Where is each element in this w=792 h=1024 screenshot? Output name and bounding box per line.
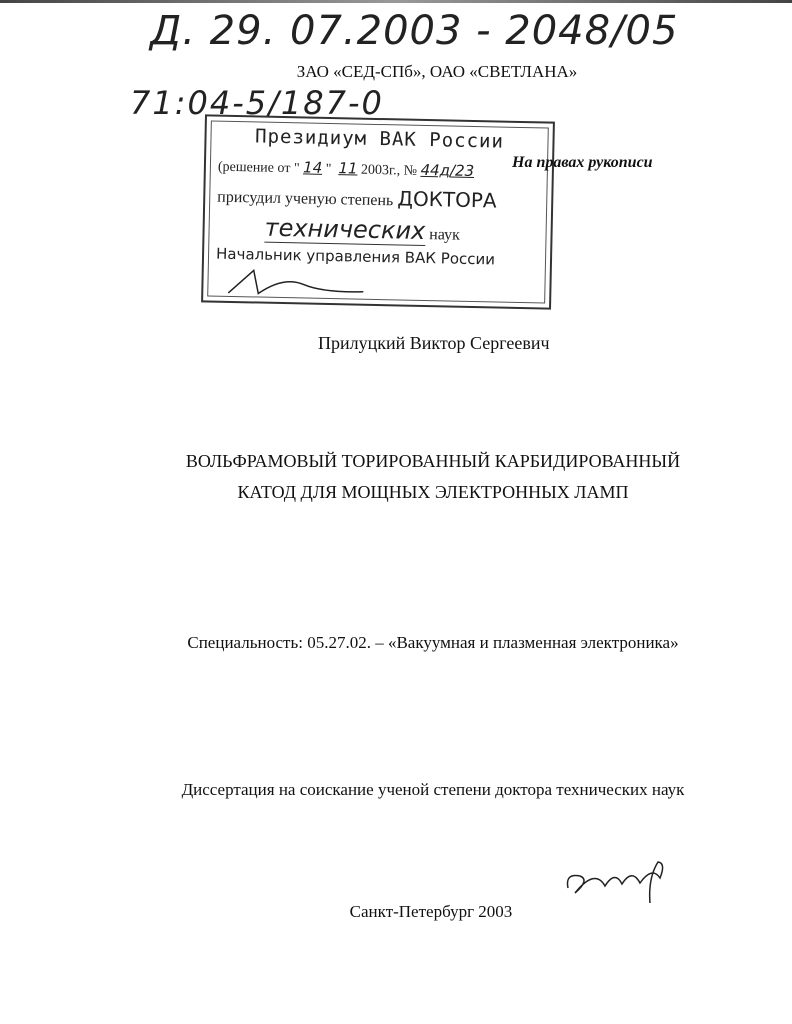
author-signature-icon (560, 858, 672, 908)
stamp-decision-number: 44д/23 (420, 160, 475, 181)
handwritten-registration: Д. 29. 07.2003 - 2048/05 (150, 8, 679, 54)
dissertation-title-line1: ВОЛЬФРАМОВЫЙ ТОРИРОВАННЫЙ КАРБИДИРОВАННЫЙ (185, 451, 681, 471)
organization: ЗАО «СЕД-СПб», ОАО «СВЕТЛАНА» (296, 62, 578, 81)
stamp-field-handwritten: технических (264, 213, 426, 245)
stamp-decision-year: 2003г., № (360, 162, 418, 179)
manuscript-rights: На правах рукописи (512, 154, 653, 171)
stamp-signature-icon (223, 265, 374, 302)
vak-stamp: Президиум ВАК России (решение от " 14 " 11 2003г., № 44д/23 присудил ученую степень ДОКТОРА технических наук Начальник управления ВАК России (201, 114, 555, 309)
stamp-decision-month: 11 (338, 159, 358, 178)
city-year: Санкт-Петербург 2003 (349, 902, 513, 921)
stamp-title: Президиум ВАК России (254, 125, 505, 153)
dissertation-title-line2: КАТОД ДЛЯ МОЩНЫХ ЭЛЕКТРОННЫХ ЛАМП (237, 482, 629, 502)
stamp-awarded-text: присудил ученую степень (217, 188, 394, 210)
author-name: Прилуцкий Виктор Сергеевич (318, 333, 550, 353)
dissertation-type: Диссертация на соискание ученой степени доктора технических наук (181, 780, 685, 799)
stamp-decision-day: 14 (302, 158, 323, 177)
scan-edge (0, 0, 792, 3)
stamp-decision-prefix: (решение от " (217, 159, 300, 177)
stamp-degree: ДОКТОРА (397, 186, 497, 213)
stamp-head-title: Начальник управления ВАК России (215, 244, 496, 269)
specialty: Специальность: 05.27.02. – «Вакуумная и плазменная электроника» (187, 633, 679, 652)
stamp-field-suffix: наук (429, 226, 461, 244)
handwritten-code: 71:04-5/187-0 (130, 84, 384, 122)
